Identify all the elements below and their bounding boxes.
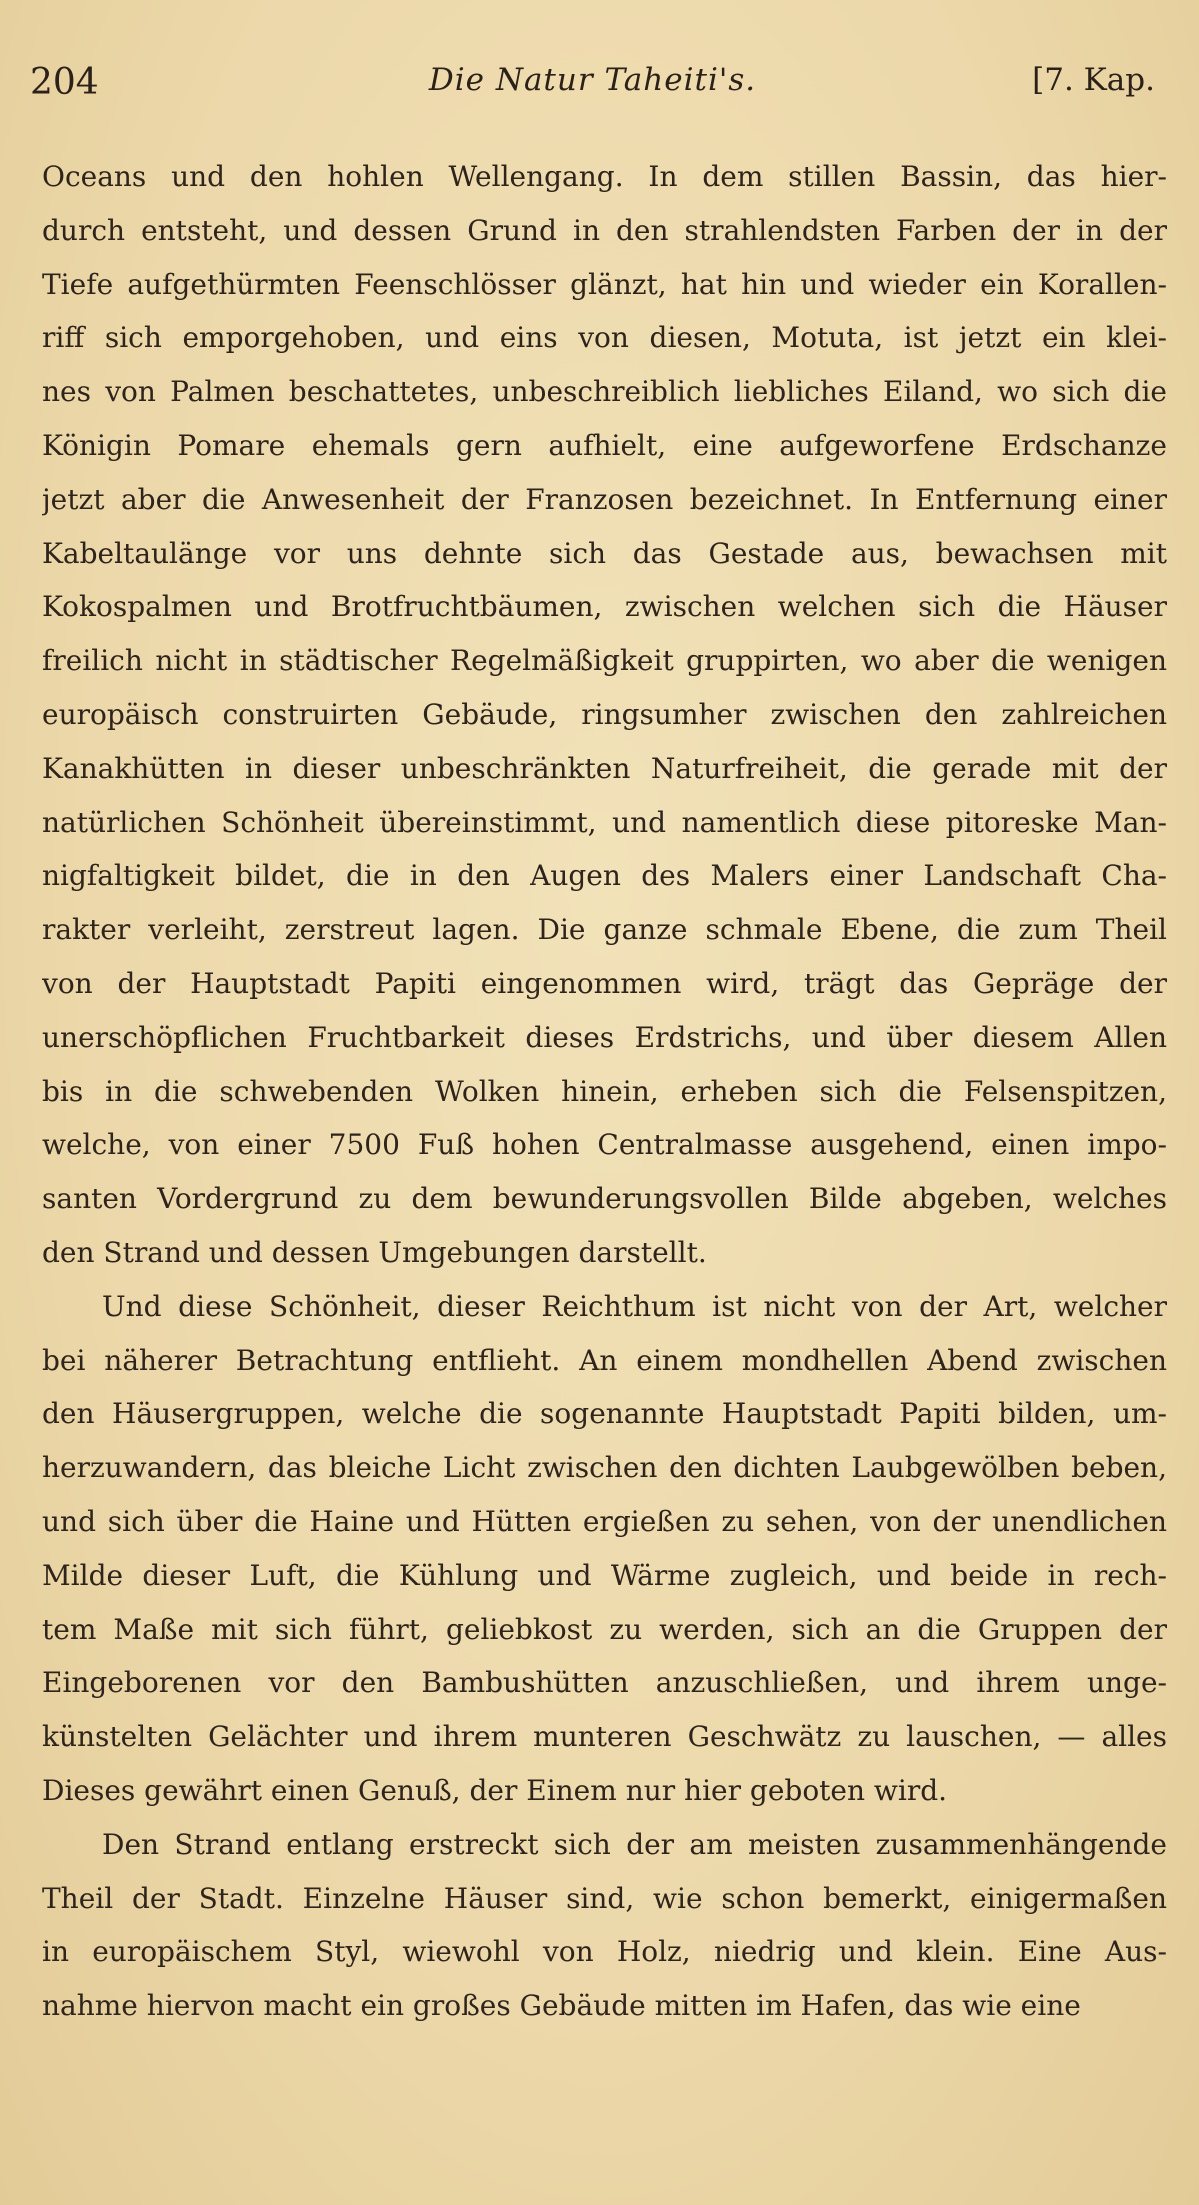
text-line: Königin Pomare ehemals gern aufhielt, eine aufgeworfene Erdschanze (42, 428, 1167, 462)
text-line: künstelten Gelächter und ihrem munteren Geschwätz zu lauschen, — alles (42, 1720, 1167, 1754)
page-number: 204 (30, 62, 99, 103)
text-line: Dieses gewährt einen Genuß, der Einem nur hier geboten wird. (42, 1773, 948, 1807)
text-line: natürlichen Schönheit übereinstimmt, und namentlich diese pitoreske Man- (42, 805, 1167, 839)
text-line: europäisch construirten Gebäude, ringsumher zwischen den zahlreichen (42, 697, 1167, 731)
text-line: Oceans und den hohlen Wellengang. In dem stillen Bassin, das hier- (42, 160, 1167, 193)
text-line: Und diese Schönheit, dieser Reichthum ist nicht von der Art, welcher (102, 1289, 1167, 1323)
body-text (42, 150, 1167, 2033)
text-line: den Häusergruppen, welche die sogenannte Hauptstadt Papiti bilden, um- (42, 1397, 1167, 1431)
text-line: in europäischem Styl, wiewohl von Holz, niedrig und klein. Eine Aus- (42, 1935, 1167, 1969)
text-line: Kokospalmen und Brotfruchtbäumen, zwischen welchen sich die Häuser (42, 590, 1167, 624)
text-line: durch entsteht, und dessen Grund in den strahlendsten Farben der in der (42, 213, 1167, 247)
text-line: welche, von einer 7500 Fuß hohen Centralmasse ausgehend, einen impo- (42, 1128, 1167, 1162)
text-line: Kanakhütten in dieser unbeschränkten Naturfreiheit, die gerade mit der (42, 751, 1167, 785)
running-header (30, 62, 1155, 112)
text-line: von der Hauptstadt Papiti eingenommen wird, trägt das Gepräge der (42, 966, 1167, 1000)
text-line: und sich über die Haine und Hütten ergießen zu sehen, von der unendlichen (42, 1504, 1167, 1538)
text-line: Den Strand entlang erstreckt sich der am meisten zusammenhängende (102, 1827, 1167, 1861)
text-line: jetzt aber die Anwesenheit der Franzosen bezeichnet. In Entfernung einer (42, 482, 1167, 516)
text-line: Eingeborenen vor den Bambushütten anzuschließen, und ihrem unge- (42, 1666, 1167, 1700)
text-line: santen Vordergrund zu dem bewunderungsvollen Bilde abgeben, welches (42, 1182, 1167, 1216)
text-line: Theil der Stadt. Einzelne Häuser sind, wie schon bemerkt, einigermaßen (42, 1881, 1167, 1915)
running-title: Die Natur Taheiti's. (428, 62, 757, 98)
paragraph (42, 1818, 1167, 2033)
text-line: bis in die schwebenden Wolken hinein, erheben sich die Felsenspitzen, (42, 1074, 1167, 1108)
text-line: unerschöpflichen Fruchtbarkeit dieses Erdstrichs, und über diesem Allen (42, 1020, 1167, 1054)
text-line: riff sich emporgehoben, und eins von diesen, Motuta, ist jetzt ein klei- (42, 321, 1167, 355)
text-line: nigfaltigkeit bildet, die in den Augen des Malers einer Landschaft Cha- (42, 859, 1167, 893)
text-line: nes von Palmen beschattetes, unbeschreiblich liebliches Eiland, wo sich die (42, 375, 1167, 409)
chapter-label: [7. Kap. (1032, 62, 1155, 98)
text-line: herzuwandern, das bleiche Licht zwischen den dichten Laubgewölben beben, (42, 1451, 1167, 1485)
text-line: den Strand und dessen Umgebungen darstellt. (42, 1235, 707, 1269)
paragraph (42, 1280, 1167, 1818)
text-line: Kabeltaulänge vor uns dehnte sich das Gestade aus, bewachsen mit (42, 536, 1167, 570)
text-line: bei näherer Betrachtung entflieht. An einem mondhellen Abend zwischen (42, 1343, 1167, 1377)
text-line: rakter verleiht, zerstreut lagen. Die ganze schmale Ebene, die zum Theil (42, 913, 1167, 947)
text-line: tem Maße mit sich führt, geliebkost zu werden, sich an die Gruppen der (42, 1612, 1167, 1646)
text-line: nahme hiervon macht ein großes Gebäude mitten im Hafen, das wie eine (42, 1989, 1081, 2023)
text-line: freilich nicht in städtischer Regelmäßigkeit gruppirten, wo aber die wenigen (42, 644, 1167, 678)
paragraph (42, 150, 1167, 1280)
text-line: Tiefe aufgethürmten Feenschlösser glänzt, hat hin und wieder ein Korallen- (42, 267, 1167, 301)
text-line: Milde dieser Luft, die Kühlung und Wärme zugleich, und beide in rech- (42, 1558, 1167, 1592)
